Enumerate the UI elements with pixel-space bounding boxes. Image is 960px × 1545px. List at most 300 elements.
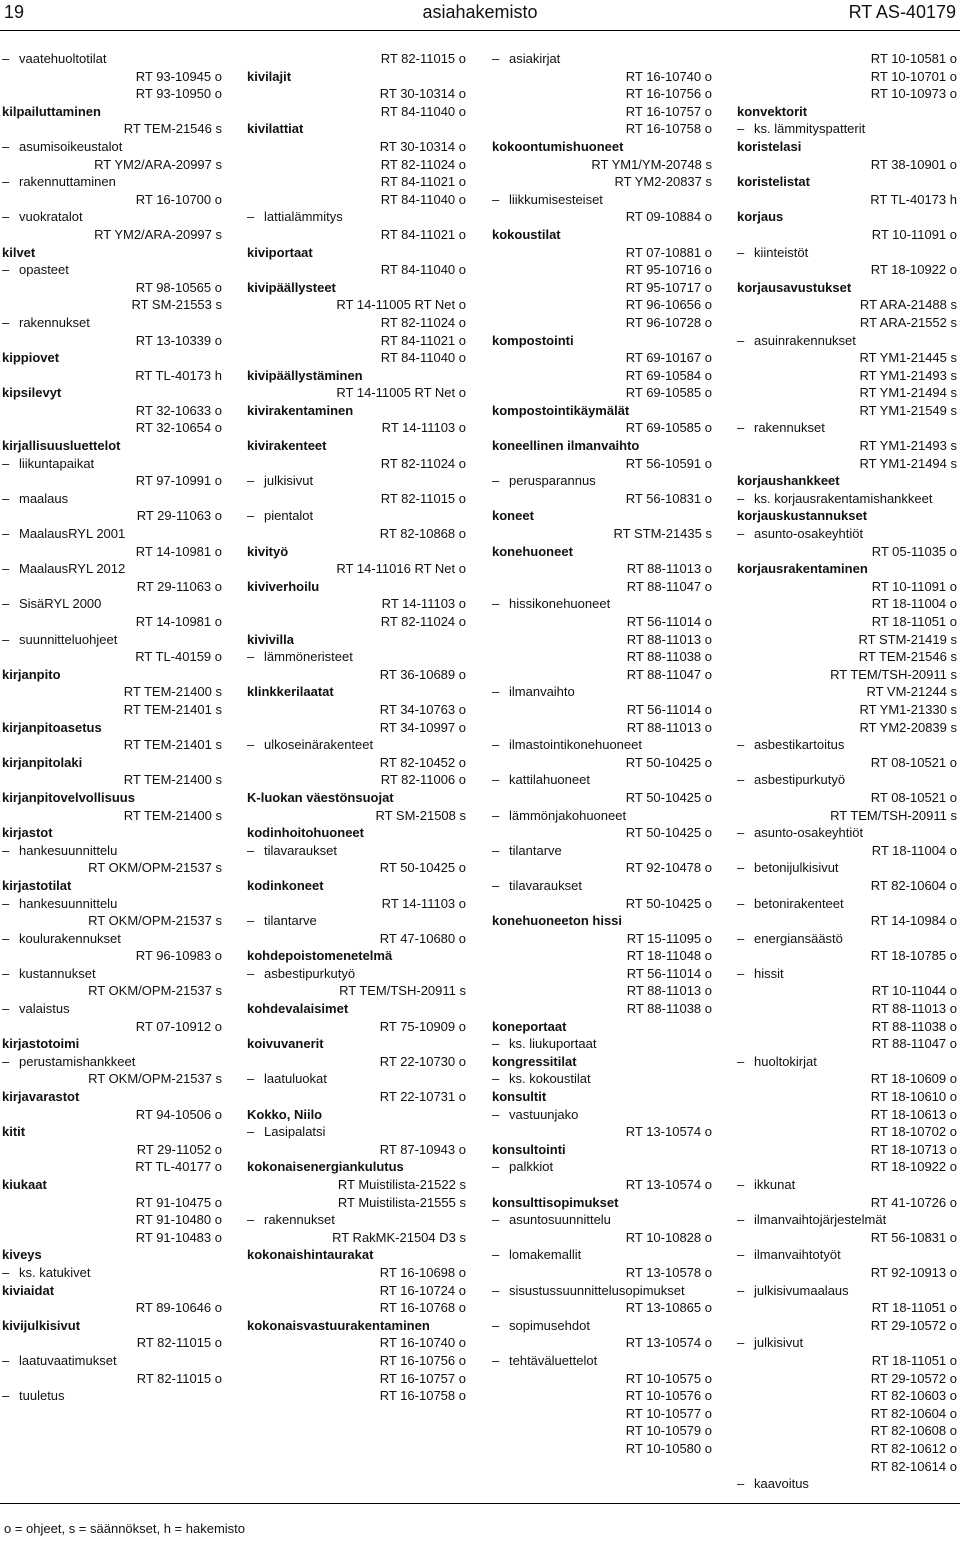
index-reference: RT 84-11040 o bbox=[380, 262, 466, 278]
index-subterm: – julkisivumaalaus bbox=[737, 1282, 957, 1300]
index-reference: RT 91-10475 o bbox=[135, 1194, 222, 1210]
index-reference: RT 10-10581 o bbox=[870, 51, 957, 66]
index-subterm: – tilavaraukset bbox=[492, 877, 712, 895]
index-reference: RT 93-10950 o bbox=[135, 86, 222, 102]
index-reference: RT 22-10730 o bbox=[379, 1053, 466, 1069]
index-reference: RT 18-10922 o bbox=[870, 1159, 957, 1175]
index-term: kompostointi bbox=[492, 332, 574, 348]
index-reference: RT 18-10785 o bbox=[870, 948, 957, 964]
index-reference: RT 82-10452 o bbox=[379, 754, 466, 770]
index-reference: RT YM1-21330 s bbox=[859, 701, 957, 717]
index-subterm: – Lasipalatsi bbox=[247, 1123, 466, 1141]
index-subterm: – lattialämmitys bbox=[247, 208, 466, 226]
index-reference: RT 96-10656 o bbox=[625, 297, 712, 313]
index-reference: RT 13-10574 o bbox=[625, 1177, 712, 1192]
index-reference: RT 87-10943 o bbox=[379, 1141, 466, 1157]
index-term: kivipäällysteet bbox=[247, 279, 336, 295]
index-subterm: – liikkumisesteiset bbox=[492, 191, 712, 209]
index-reference: RT 82-11015 o bbox=[136, 1370, 222, 1386]
index-reference: RT YM1-21493 s bbox=[859, 438, 957, 454]
index-subterm: – lämmönjakohuoneet bbox=[492, 807, 712, 825]
index-reference: RT 34-10763 o bbox=[379, 701, 466, 717]
index-term: kivirakentaminen bbox=[247, 402, 354, 418]
index-subterm: – asbestipurkutyö bbox=[737, 771, 957, 789]
index-reference: RT 88-11047 o bbox=[626, 666, 712, 682]
index-reference: RT 82-11024 o bbox=[380, 455, 466, 471]
index-subterm: – hankesuunnittelu bbox=[2, 895, 222, 913]
index-subterm: – asunto-osakeyhtiöt bbox=[737, 525, 957, 543]
index-term: kokonaisvastuurakentaminen bbox=[247, 1317, 430, 1333]
index-reference: RT 88-11013 o bbox=[871, 1001, 957, 1017]
index-reference: RT TL-40173 h bbox=[870, 191, 957, 207]
index-term: kirjanpito bbox=[2, 666, 61, 682]
index-reference: RT 56-10831 o bbox=[870, 1229, 957, 1245]
index-term: kokonaishintaurakat bbox=[247, 1247, 374, 1263]
index-subterm: – ks. liukuportaat bbox=[492, 1035, 712, 1053]
index-subterm: – tilantarve bbox=[492, 842, 712, 860]
index-reference: RT 13-10574 o bbox=[625, 1124, 712, 1140]
index-term: korjausavustukset bbox=[737, 279, 852, 295]
index-reference: RT 22-10731 o bbox=[379, 1089, 466, 1105]
index-subterm: – asunto-osakeyhtiöt bbox=[737, 824, 957, 842]
index-subterm: – hissikonehuoneet bbox=[492, 595, 712, 613]
index-reference: RT 14-10984 o bbox=[870, 913, 957, 929]
index-reference: RT 82-10604 o bbox=[870, 877, 957, 893]
index-subterm: – kattilahuoneet bbox=[492, 771, 712, 789]
index-subterm: – tilantarve bbox=[247, 912, 466, 930]
index-reference: RT RakMK-21504 D3 s bbox=[332, 1229, 466, 1245]
index-reference: RT TEM-21400 s bbox=[123, 807, 222, 823]
index-reference: RT 14-11103 o bbox=[381, 596, 466, 612]
index-reference: RT 84-11021 o bbox=[380, 332, 466, 348]
index-subterm: – asbestipurkutyö bbox=[247, 965, 466, 983]
index-reference: RT 56-10831 o bbox=[625, 490, 712, 506]
index-subterm: – tilavaraukset bbox=[247, 842, 466, 860]
index-reference: RT 82-11006 o bbox=[380, 772, 466, 788]
index-reference: RT 16-10756 o bbox=[379, 1352, 466, 1368]
index-reference: RT 18-11051 o bbox=[871, 614, 957, 629]
index-term: koneellinen ilmanvaihto bbox=[492, 438, 640, 454]
index-subterm: – tehtäväluettelot bbox=[492, 1352, 712, 1370]
index-term: kirjavarastot bbox=[2, 1089, 80, 1105]
index-reference: RT 10-11091 o bbox=[871, 226, 957, 242]
index-reference: RT SM-21508 s bbox=[375, 807, 466, 823]
index-subterm: – MaalausRYL 2012 bbox=[2, 560, 222, 578]
index-reference: RT 82-10612 o bbox=[870, 1440, 957, 1456]
index-reference: RT 29-10572 o bbox=[870, 1317, 957, 1333]
index-reference: RT 56-11014 o bbox=[626, 614, 712, 629]
page-title: asiahakemisto bbox=[422, 2, 538, 22]
index-reference: RT 16-10700 o bbox=[135, 191, 222, 207]
index-term: kippiovet bbox=[2, 350, 60, 366]
index-term: korjaushankkeet bbox=[737, 473, 840, 489]
index-reference: RT 10-10580 o bbox=[625, 1440, 712, 1456]
index-term: koneportaat bbox=[492, 1018, 567, 1034]
index-reference: RT 69-10167 o bbox=[625, 350, 712, 366]
index-reference: RT TEM/TSH-20911 s bbox=[339, 983, 466, 999]
index-subterm: – opasteet bbox=[2, 261, 222, 279]
index-subterm: – hankesuunnittelu bbox=[2, 842, 222, 860]
index-reference: RT 05-11035 o bbox=[871, 543, 957, 559]
index-reference: RT 41-10726 o bbox=[870, 1194, 957, 1210]
index-subterm: – maalaus bbox=[2, 490, 222, 508]
index-reference: RT 16-10758 o bbox=[379, 1388, 466, 1404]
index-reference: RT OKM/OPM-21537 s bbox=[88, 860, 222, 876]
index-reference: RT 95-10716 o bbox=[625, 262, 712, 278]
index-term: kohdevalaisimet bbox=[247, 1001, 349, 1017]
index-subterm: – lämmöneristeet bbox=[247, 648, 466, 666]
index-subterm: – ks. kokoustilat bbox=[492, 1070, 712, 1088]
index-term: koneet bbox=[492, 508, 534, 524]
index-reference: RT 82-11015 o bbox=[380, 490, 466, 506]
index-subterm: – kiinteistöt bbox=[737, 244, 957, 262]
index-term: kirjastotilat bbox=[2, 877, 72, 893]
index-reference: RT YM1-21549 s bbox=[859, 402, 957, 418]
index-term: konsultointi bbox=[492, 1141, 566, 1157]
index-reference: RT 29-10572 o bbox=[870, 1370, 957, 1386]
index-subterm: – SisäRYL 2000 bbox=[2, 595, 222, 613]
index-reference: RT ARA-21488 s bbox=[859, 297, 957, 313]
index-column-3 bbox=[492, 50, 712, 1500]
index-reference: RT 18-11048 o bbox=[626, 948, 712, 964]
index-reference: RT TEM-21546 s bbox=[858, 649, 957, 665]
index-subterm: – rakennukset bbox=[247, 1211, 466, 1229]
index-reference: RT TEM/TSH-20911 s bbox=[830, 807, 957, 823]
index-subterm: – vuokratalot bbox=[2, 208, 222, 226]
index-term: kirjastotoimi bbox=[2, 1036, 80, 1052]
index-subterm: – rakennukset bbox=[737, 419, 957, 437]
index-reference: RT 14-11005 RT Net o bbox=[336, 297, 466, 313]
index-reference: RT 88-11047 o bbox=[871, 1036, 957, 1052]
index-subterm: – ks. katukivet bbox=[2, 1264, 222, 1282]
index-reference: RT 18-11004 o bbox=[871, 596, 957, 612]
index-reference: RT TL-40177 o bbox=[135, 1159, 222, 1175]
index-reference: RT Muistilista-21522 s bbox=[337, 1177, 466, 1192]
index-term: kirjastot bbox=[2, 825, 53, 841]
index-reference: RT 38-10901 o bbox=[870, 156, 957, 172]
index-term: kipsilevyt bbox=[2, 385, 62, 401]
index-subterm: – sisustussuunnittelusopimukset bbox=[492, 1282, 712, 1300]
index-reference: RT 47-10680 o bbox=[379, 930, 466, 946]
index-term: koristelistat bbox=[737, 174, 810, 190]
index-reference: RT 82-11015 o bbox=[136, 1335, 222, 1351]
index-term: koivuvanerit bbox=[247, 1036, 324, 1052]
index-term: kivilajit bbox=[247, 68, 292, 84]
index-subterm: – perusparannus bbox=[492, 472, 712, 490]
index-subterm: – pientalot bbox=[247, 507, 466, 525]
index-reference: RT SM-21553 s bbox=[131, 297, 222, 313]
index-reference: RT 69-10585 o bbox=[625, 385, 712, 401]
index-reference: RT 16-10740 o bbox=[625, 68, 712, 84]
index-reference: RT 96-10983 o bbox=[135, 948, 222, 964]
index-reference: RT 94-10506 o bbox=[135, 1106, 222, 1122]
index-reference: RT 29-11052 o bbox=[136, 1141, 222, 1157]
index-subterm: – vaatehuoltotilat bbox=[2, 50, 222, 68]
index-subterm: – lomakemallit bbox=[492, 1246, 712, 1264]
index-term: kongressitilat bbox=[492, 1053, 577, 1069]
index-reference: RT 50-10425 o bbox=[625, 895, 712, 911]
index-reference: RT 91-10480 o bbox=[135, 1212, 222, 1228]
index-subterm: – ilmastointikonehuoneet bbox=[492, 736, 712, 754]
index-reference: RT 18-11004 o bbox=[871, 842, 957, 858]
index-subterm: – sopimusehdot bbox=[492, 1317, 712, 1335]
index-term: konsulttisopimukset bbox=[492, 1194, 619, 1210]
index-reference: RT 10-10576 o bbox=[625, 1388, 712, 1404]
index-subterm: – hissit bbox=[737, 965, 957, 983]
index-reference: RT 14-11103 o bbox=[381, 420, 466, 436]
index-reference: RT 16-10757 o bbox=[379, 1370, 466, 1386]
index-reference: RT 10-11091 o bbox=[871, 578, 957, 594]
index-reference: RT 16-10768 o bbox=[379, 1300, 466, 1316]
index-reference: RT 88-11038 o bbox=[626, 1001, 712, 1017]
index-term: konvektorit bbox=[737, 103, 808, 119]
index-term: kilpailuttaminen bbox=[2, 103, 101, 119]
index-column-2 bbox=[247, 50, 466, 1500]
index-reference: RT Muistilista-21555 s bbox=[337, 1194, 466, 1210]
index-column-1 bbox=[2, 50, 222, 1500]
index-reference: RT 07-10912 o bbox=[135, 1018, 222, 1034]
index-reference: RT 84-11040 o bbox=[380, 191, 466, 207]
index-subterm: – betonijulkisivut bbox=[737, 859, 957, 877]
index-reference: RT 88-11013 o bbox=[626, 561, 712, 577]
index-term: konsultit bbox=[492, 1089, 547, 1105]
index-reference: RT 88-11038 o bbox=[871, 1018, 957, 1034]
index-reference: RT 50-10425 o bbox=[625, 754, 712, 770]
index-term: kiviportaat bbox=[247, 244, 313, 260]
index-subterm: – ilmanvaihto bbox=[492, 683, 712, 701]
index-subterm: – ilmanvaihtojärjestelmät bbox=[737, 1211, 957, 1229]
index-reference: RT 18-10613 o bbox=[870, 1106, 957, 1122]
index-reference: RT 10-10575 o bbox=[625, 1370, 712, 1386]
index-reference: RT 08-10521 o bbox=[870, 754, 957, 770]
index-reference: RT 50-10425 o bbox=[379, 860, 466, 876]
index-subterm: – ks. korjausrakentamishankkeet bbox=[737, 490, 957, 508]
index-reference: RT 13-10578 o bbox=[625, 1264, 712, 1280]
index-subterm: – ks. lämmityspatterit bbox=[737, 120, 957, 138]
index-reference: RT 88-11013 o bbox=[626, 983, 712, 999]
index-reference: RT 18-10609 o bbox=[870, 1071, 957, 1087]
index-subterm: – betonirakenteet bbox=[737, 895, 957, 913]
index-subterm: – ulkoseinärakenteet bbox=[247, 736, 466, 754]
index-reference: RT 13-10865 o bbox=[625, 1300, 712, 1316]
index-reference: RT YM1-21445 s bbox=[859, 350, 957, 366]
index-term: kitit bbox=[2, 1124, 26, 1140]
index-subterm: – huoltokirjat bbox=[737, 1053, 957, 1071]
index-subterm: – laatuluokat bbox=[247, 1070, 466, 1088]
index-subterm: – rakennukset bbox=[2, 314, 222, 332]
index-reference: RT 09-10884 o bbox=[625, 209, 712, 225]
index-reference: RT 10-11044 o bbox=[871, 983, 957, 999]
index-subterm: – koulurakennukset bbox=[2, 930, 222, 948]
index-reference: RT 84-11040 o bbox=[380, 103, 466, 119]
index-reference: RT 82-11024 o bbox=[380, 314, 466, 330]
index-reference: RT 29-11063 o bbox=[136, 578, 222, 594]
index-reference: RT TEM-21546 s bbox=[123, 121, 222, 137]
index-reference: RT 14-11103 o bbox=[381, 895, 466, 911]
index-reference: RT 32-10654 o bbox=[135, 420, 222, 436]
index-term: konehuoneeton hissi bbox=[492, 913, 623, 929]
index-term: koristelasi bbox=[737, 138, 802, 154]
index-reference: RT TL-40173 h bbox=[135, 367, 222, 383]
index-reference: RT YM1-21493 s bbox=[859, 367, 957, 383]
index-term: klinkkerilaatat bbox=[247, 684, 334, 700]
index-reference: RT 10-10973 o bbox=[870, 86, 957, 102]
index-subterm: – ikkunat bbox=[737, 1176, 957, 1194]
index-reference: RT 82-11024 o bbox=[380, 156, 466, 172]
index-column-4 bbox=[737, 50, 957, 1500]
index-reference: RT 08-10521 o bbox=[870, 789, 957, 805]
index-term: kiviaidat bbox=[2, 1282, 55, 1298]
index-reference: RT 88-11047 o bbox=[626, 578, 712, 594]
index-reference: RT 95-10717 o bbox=[625, 279, 712, 295]
index-reference: RT 29-11063 o bbox=[136, 508, 222, 524]
index-reference: RT 18-10922 o bbox=[870, 262, 957, 278]
index-reference: RT 14-11005 RT Net o bbox=[336, 385, 466, 401]
index-reference: RT TEM-21400 s bbox=[123, 772, 222, 788]
index-reference: RT 30-10314 o bbox=[379, 138, 466, 154]
index-term: konehuoneet bbox=[492, 543, 573, 559]
index-reference: RT 82-10868 o bbox=[379, 526, 466, 542]
index-term: kirjanpitovelvollisuus bbox=[2, 789, 135, 805]
index-term: kiviverhoilu bbox=[247, 578, 320, 594]
index-reference: RT 32-10633 o bbox=[135, 402, 222, 418]
index-term: kivilattiat bbox=[247, 121, 304, 137]
index-reference: RT TEM-21401 s bbox=[123, 701, 222, 717]
index-reference: RT 96-10728 o bbox=[625, 314, 712, 330]
index-reference: RT 56-11014 o bbox=[626, 965, 712, 981]
index-term: kivipäällystäminen bbox=[247, 367, 363, 383]
index-reference: RT 16-10740 o bbox=[379, 1335, 466, 1351]
index-term: kompostointikäymälät bbox=[492, 402, 630, 418]
index-reference: RT YM1-21494 s bbox=[859, 385, 957, 401]
index-reference: RT 69-10585 o bbox=[625, 420, 712, 436]
index-subterm: – julkisivut bbox=[247, 472, 466, 490]
index-reference: RT 10-10579 o bbox=[625, 1423, 712, 1439]
index-reference: RT 18-11051 o bbox=[871, 1300, 957, 1316]
index-subterm: – valaistus bbox=[2, 1000, 222, 1018]
index-subterm: – kaavoitus bbox=[737, 1475, 957, 1493]
index-reference: RT 82-10614 o bbox=[870, 1458, 957, 1474]
index-reference: RT YM2-20839 s bbox=[859, 719, 957, 735]
index-term: kivirakenteet bbox=[247, 438, 327, 454]
index-reference: RT YM1/YM-20748 s bbox=[591, 156, 712, 172]
index-reference: RT 82-10603 o bbox=[870, 1388, 957, 1404]
index-reference: RT 10-10828 o bbox=[625, 1229, 712, 1245]
index-term: kohdepoistomenetelmä bbox=[247, 948, 393, 964]
index-subterm: – ilmanvaihtotyöt bbox=[737, 1246, 957, 1264]
footer-rule bbox=[0, 1503, 960, 1504]
index-term: kiukaat bbox=[2, 1177, 47, 1192]
index-term: Kokko, Niilo bbox=[247, 1106, 323, 1122]
index-reference: RT 16-10758 o bbox=[625, 121, 712, 137]
index-term: kiveys bbox=[2, 1247, 42, 1263]
index-reference: RT 18-10713 o bbox=[870, 1141, 957, 1157]
index-reference: RT 30-10314 o bbox=[379, 86, 466, 102]
index-subterm: – liikuntapaikat bbox=[2, 455, 222, 473]
index-term: kokoontumishuoneet bbox=[492, 138, 624, 154]
index-reference: RT TEM-21400 s bbox=[123, 684, 222, 700]
index-reference: RT 14-10981 o bbox=[135, 614, 222, 629]
index-reference: RT STM-21435 s bbox=[613, 526, 712, 542]
index-reference: RT OKM/OPM-21537 s bbox=[88, 913, 222, 929]
index-reference: RT 93-10945 o bbox=[135, 68, 222, 84]
index-subterm: – julkisivut bbox=[737, 1334, 957, 1352]
index-reference: RT 18-10702 o bbox=[870, 1124, 957, 1140]
index-reference: RT YM2/ARA-20997 s bbox=[94, 226, 222, 242]
index-term: korjauskustannukset bbox=[737, 508, 868, 524]
index-term: korjaus bbox=[737, 209, 784, 225]
index-subterm: – asbestikartoitus bbox=[737, 736, 957, 754]
index-reference: RT 92-10478 o bbox=[625, 860, 712, 876]
index-reference: RT ARA-21552 s bbox=[859, 314, 957, 330]
index-reference: RT 16-10757 o bbox=[625, 103, 712, 119]
index-reference: RT VM-21244 s bbox=[866, 684, 957, 700]
index-reference: RT 98-10565 o bbox=[135, 279, 222, 295]
document-code: RT AS-40179 bbox=[848, 2, 956, 22]
index-term: kirjanpitoasetus bbox=[2, 719, 102, 735]
page-number: 19 bbox=[4, 2, 25, 22]
index-reference: RT 88-11013 o bbox=[626, 631, 712, 647]
index-term: kirjanpitolaki bbox=[2, 754, 83, 770]
header-rule bbox=[0, 30, 960, 31]
index-reference: RT 82-10604 o bbox=[870, 1405, 957, 1421]
index-reference: RT 84-11021 o bbox=[380, 226, 466, 242]
index-reference: RT YM2-20837 s bbox=[614, 174, 712, 190]
index-reference: RT 91-10483 o bbox=[135, 1229, 222, 1245]
index-term: kokonaisenergiankulutus bbox=[247, 1159, 404, 1175]
index-reference: RT TEM-21401 s bbox=[123, 737, 222, 753]
index-term: kivijulkisivut bbox=[2, 1317, 81, 1333]
index-reference: RT 82-11015 o bbox=[380, 51, 466, 66]
index-reference: RT 16-10698 o bbox=[379, 1264, 466, 1280]
index-subterm: – asumisoikeustalot bbox=[2, 138, 222, 156]
index-reference: RT 69-10584 o bbox=[625, 367, 712, 383]
index-subterm: – suunnitteluohjeet bbox=[2, 631, 222, 649]
index-reference: RT YM1-21494 s bbox=[859, 455, 957, 471]
index-reference: RT 82-11024 o bbox=[380, 614, 466, 629]
index-subterm: – asiakirjat bbox=[492, 50, 712, 68]
index-reference: RT 10-10701 o bbox=[870, 68, 957, 84]
index-reference: RT 14-10981 o bbox=[135, 543, 222, 559]
index-reference: RT 89-10646 o bbox=[135, 1300, 222, 1316]
index-subterm: – rakennuttaminen bbox=[2, 173, 222, 191]
index-subterm: – vastuunjako bbox=[492, 1106, 712, 1124]
index-term: kodinkoneet bbox=[247, 877, 324, 893]
index-reference: RT 88-11013 o bbox=[626, 719, 712, 735]
index-subterm: – laatuvaatimukset bbox=[2, 1352, 222, 1370]
index-reference: RT OKM/OPM-21537 s bbox=[88, 983, 222, 999]
index-subterm: – asuntosuunnittelu bbox=[492, 1211, 712, 1229]
index-term: kilvet bbox=[2, 244, 36, 260]
index-term: kokoustilat bbox=[492, 226, 561, 242]
index-reference: RT 13-10339 o bbox=[135, 332, 222, 348]
footer-legend: o = ohjeet, s = säännökset, h = hakemisto bbox=[4, 1521, 246, 1536]
index-reference: RT 97-10991 o bbox=[135, 473, 222, 489]
index-term: K-luokan väestönsuojat bbox=[247, 789, 394, 805]
index-subterm: – energiansäästö bbox=[737, 930, 957, 948]
index-reference: RT 75-10909 o bbox=[379, 1018, 466, 1034]
index-subterm: – kustannukset bbox=[2, 965, 222, 983]
index-reference: RT 18-11051 o bbox=[871, 1352, 957, 1368]
index-reference: RT 84-11021 o bbox=[380, 174, 466, 190]
index-term: kodinhoitohuoneet bbox=[247, 825, 364, 841]
index-subterm: – asuinrakennukset bbox=[737, 332, 957, 350]
index-reference: RT 18-10610 o bbox=[870, 1089, 957, 1105]
index-reference: RT 15-11095 o bbox=[626, 930, 712, 946]
index-reference: RT 13-10574 o bbox=[625, 1335, 712, 1351]
index-subterm: – palkkiot bbox=[492, 1158, 712, 1176]
index-subterm: – tuuletus bbox=[2, 1387, 222, 1405]
